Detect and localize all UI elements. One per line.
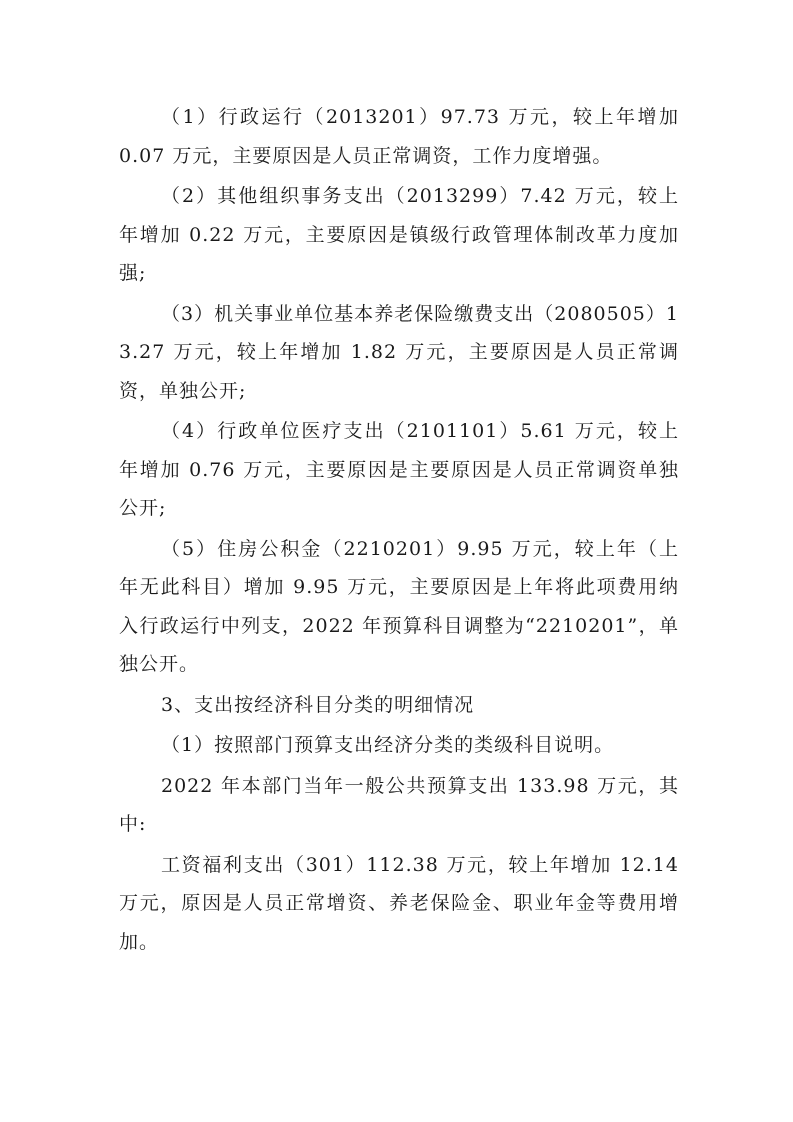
paragraph-wage-welfare: 工资福利支出（301）112.38 万元，较上年增加 12.14 万元，原因是人员正常增资、养老保险金、职业年金等费用增加。 <box>119 853 679 953</box>
paragraph-medical-expenditure: （4）行政单位医疗支出（2101101）5.61 万元，较上年增加 0.76 万元，主要原因是主要原因是人员正常调资单独公开; <box>119 420 679 519</box>
paragraph-total-expenditure: 2022 年本部门当年一般公共预算支出 133.98 万元，其中: <box>119 774 679 835</box>
document-page <box>119 98 679 963</box>
paragraph-housing-fund: （5）住房公积金（2210201）9.95 万元，较上年（上年无此科目）增加 9.95 万元，主要原因是上年将此项费用纳入行政运行中列支，2022 年预算科目调整为“2210201”，单独公开。 <box>119 537 679 675</box>
paragraph-pension-insurance: （3）机关事业单位基本养老保险缴费支出（2080505）13.27 万元，较上年增加 1.82 万元，主要原因是人员正常调资，单独公开; <box>119 302 679 402</box>
section-heading-economic-classification: 3、支出按经济科目分类的明细情况 <box>161 693 475 716</box>
paragraph-administrative-operation: （1）行政运行（2013201）97.73 万元，较上年增加 0.07 万元，主要原因是人员正常调资，工作力度增强。 <box>119 106 679 167</box>
paragraph-other-organization-affairs: （2）其他组织事务支出（2013299）7.42 万元，较上年增加 0.22 万元，主要原因是镇级行政管理体制改革力度加强; <box>119 185 679 284</box>
paragraph-class-subject-explanation: （1）按照部门预算支出经济分类的类级科目说明。 <box>161 734 615 756</box>
